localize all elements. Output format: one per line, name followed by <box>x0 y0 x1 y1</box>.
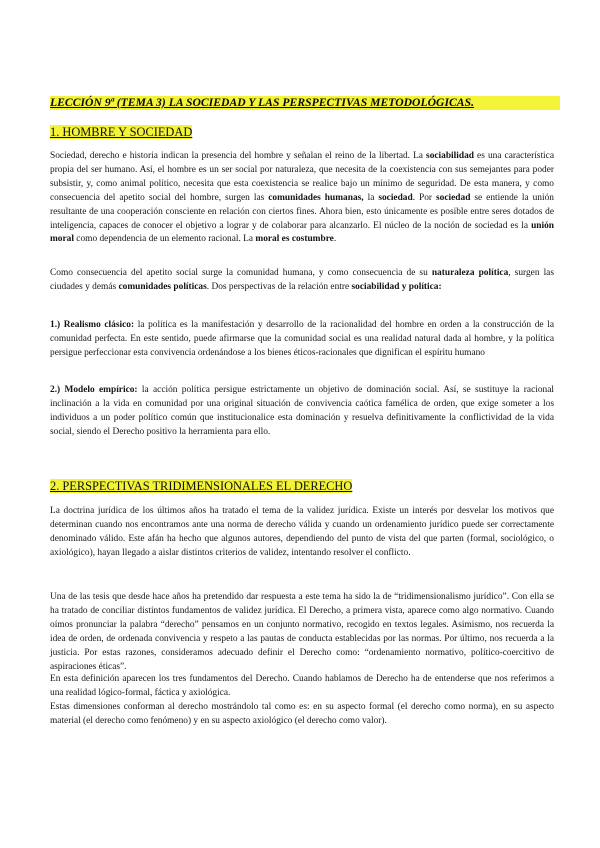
bold-term: sociabilidad y política: <box>351 281 442 292</box>
text-run: En esta definición aparecen los tres fundamentos del Derecho. Cuando hablamos de Derecho ha de entenderse que nos referimos a una realidad lógico-formal, fáctica y axiológica. <box>50 674 554 698</box>
bold-term: sociabilidad <box>426 151 474 161</box>
paragraph-tridimensionalism <box>50 591 554 674</box>
text-run: como dependencia de un elemento racional. La <box>73 234 256 245</box>
text-run: se entiende la unión resultante de una cooperación consciente en relación con ciertos fines. Ahora bien, esto únicamente es posible entre seres dotados de inteligencia, capaces de conocer el objetivo a lograr y de colaborar para alcanzarlo. El núcleo de la noción de sociedad es la <box>50 192 554 231</box>
section-heading-1-text: 1. HOMBRE Y SOCIEDAD <box>50 125 193 139</box>
bold-term: sociedad <box>378 192 413 203</box>
text-run: la acción política persigue estrictamente un objetivo de dominación social. Así, se sustituye la racional inclinación a la vida en comunidad por una original situación de convivencia caótica famélica de orden, que exige someter a los individuos a un poder político común que institucionalice esta dominación y resuelva definitivamente la conflictividad de la vida social, siendo el Derecho positivo la herramienta para ello. <box>50 385 555 437</box>
paragraph-legal-validity <box>50 505 554 561</box>
text-run: . Dos perspectivas de la relación entre <box>206 281 352 292</box>
paragraph-political-nature <box>50 267 554 295</box>
paragraph-classical-realism <box>50 319 554 361</box>
bold-term: 2.) Modelo empírico: <box>50 385 138 395</box>
section-heading-2-text: 2. PERSPECTIVAS TRIDIMENSIONALES EL DERECHO <box>50 479 353 493</box>
text-run: La doctrina jurídica de los últimos años ha tratado el tema de la validez jurídica. Existe un interés por desvelar los motivos que determinan cuando nos encontramos ante una norma de derecho válida y cuando un ordenamiento jurídico puede ser correctamente denominado válido. Este afán ha hecho que algunos autores, dependiendo del punto de vista del que parten (formal, sociológico, o axiológico), hayan llegado a aislar distintos criterios de validez, intentando resolver el conflicto. <box>50 506 554 558</box>
text-run: la <box>363 192 379 203</box>
bold-term: naturaleza política <box>431 268 509 278</box>
paragraph-three-foundations <box>50 673 554 701</box>
text-run: Sociedad, derecho e historia indican la presencia del hombre y señalan el reino de la libertad. La <box>50 151 427 161</box>
paragraph-empirical-model <box>50 384 554 440</box>
text-run: Estas dimensiones conforman al derecho mostrándolo tal como es: en su aspecto formal (el derecho como norma), en su aspecto material (el derecho como fenómeno) y en su aspecto axiológico (el derecho como valor). <box>50 702 554 726</box>
text-run: . Por <box>412 192 437 203</box>
bold-term: moral es costumbre <box>255 234 334 245</box>
text-run: la política es la manifestación y desarrollo de la racionalidad del hombre en orden a la construcción de la comunidad perfecta. En este sentido, puede afirmarse que la comunidad social es una realidad natural dada al hombre, y la política persigue perfeccionar esta convivencia ordenándose a los bienes éticos-racionales que dignifican el espíritu humano <box>50 320 554 358</box>
bold-term: 1.) Realismo clásico: <box>50 320 135 330</box>
text-run: . <box>333 234 337 245</box>
paragraph-society <box>50 150 554 247</box>
text-run: es una característica propia del ser humano. Así, el hombre es un ser social por naturaleza, que necesita de la coexistencia con sus semejantes para poder subsistir, y, como animal político, necesita que esta coexistencia se realice bajo un mínimo de seguridad. De esta manera, y como consecuencia del apetito social del hombre, surgen las <box>50 151 554 203</box>
bold-term: comunidades políticas <box>118 281 207 292</box>
document-title: LECCIÓN 9ª (TEMA 3) LA SOCIEDAD Y LAS PERSPECTIVAS METODOLÓGICAS. <box>50 96 560 110</box>
text-run: Una de las tesis que desde hace años ha pretendido dar respuesta a este tema ha sido la de “tridimensionalismo jurídico”. Con ella se ha tratado de conciliar distintos fundamentos de validez jurídica. El Derecho, a primera vista, aparece como algo normativo. Cuando oímos pronunciar la palabra “derecho” pensamos en un conjunto normativo, recogido en textos legales. Asimismo, nos recuerda la idea de orden, de ordenada convivencia y respeto a las pautas de conducta establecidas por las normas. Por último, nos recuerda a la justicia. Por estas razones, consideramos adecuado definir el Derecho como: “ordenamiento normativo, político-coercitivo de aspiraciones éticas”. <box>50 592 554 672</box>
bold-term: unión moral <box>50 220 554 245</box>
bold-term: sociedad <box>436 192 471 203</box>
section-heading-1 <box>50 124 192 140</box>
section-heading-2 <box>50 478 352 494</box>
paragraph-dimensions <box>50 701 554 729</box>
bold-term: comunidades humanas, <box>268 192 364 203</box>
text-run: , surgen las ciudades y demás <box>50 268 554 292</box>
text-run: Como consecuencia del apetito social surge la comunidad humana, y como consecuencia de su <box>50 268 432 278</box>
